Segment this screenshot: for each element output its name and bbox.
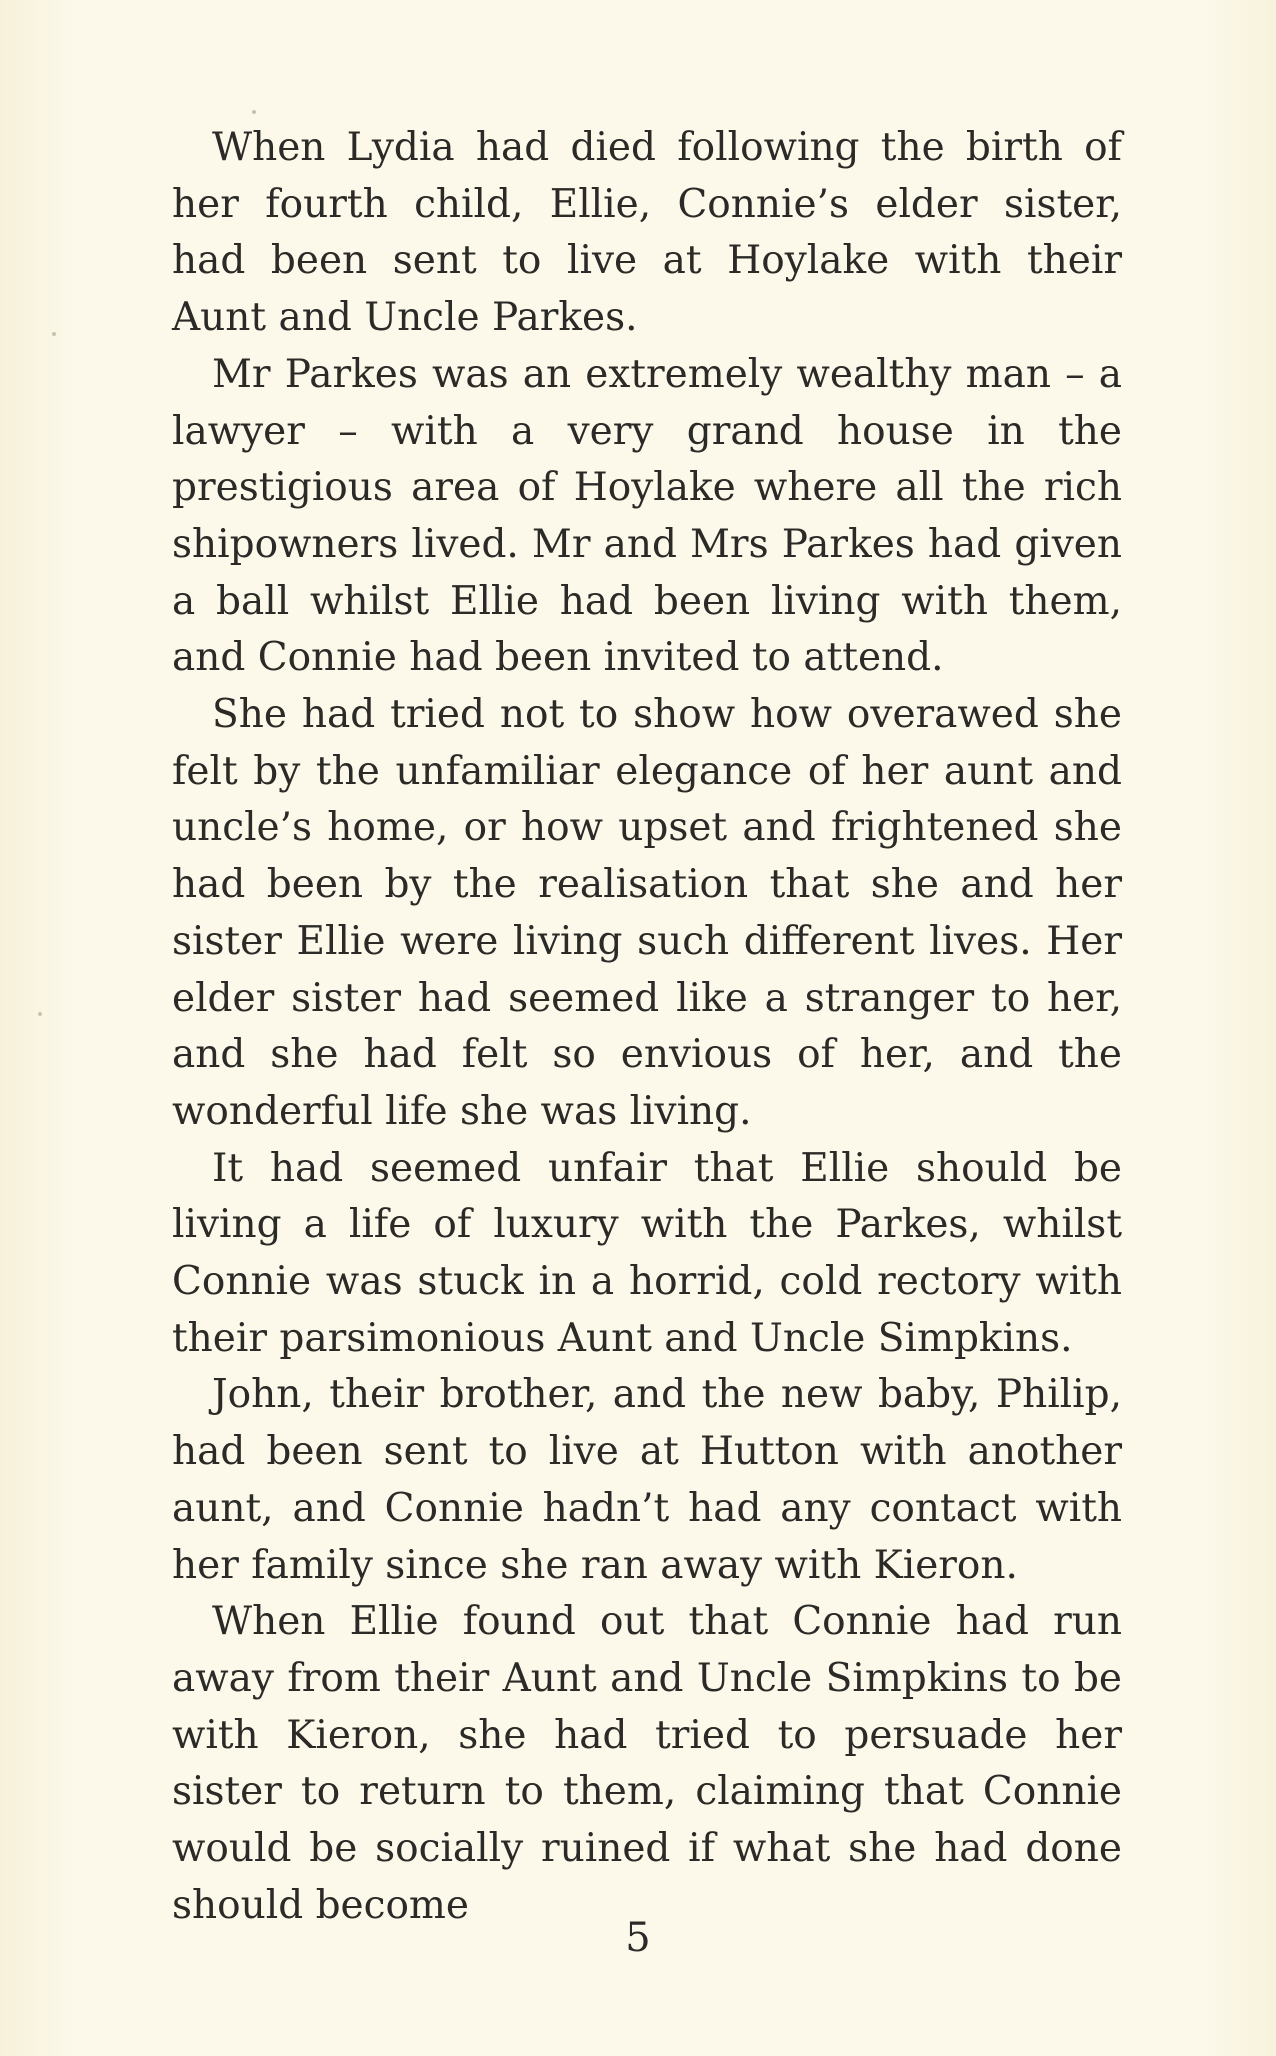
paragraph: When Lydia had died following the birth of her fourth child, Ellie, Connie’s elder sister, had been sent to live at Hoylake with their Aunt and Uncle Parkes. [172,125,1122,341]
body-text [172,120,1122,1935]
paragraph: When Ellie found out that Connie had run away from their Aunt and Uncle Simpkins to be with Kieron, she had tried to persuade her sister to return to them, claiming that Connie would be socially ruined if what she had done should become [172,1599,1122,1928]
page-number: 5 [625,1915,651,1961]
paper-speck [38,1012,42,1016]
paragraph: She had tried not to show how overawed she felt by the unfamiliar elegance of her aunt and uncle’s home, or how upset and frightened she had been by the realisation that she and her sister Ellie were living such different lives. Her elder sister had seemed like a stranger to her, and she had felt so envious of her, and the wonderful life she was living. [172,692,1122,1134]
paragraph: John, their brother, and the new baby, Philip, had been sent to live at Hutton with another aunt, and Connie hadn’t had any contact with her family since she ran away with Kieron. [172,1372,1122,1588]
paragraph: It had seemed unfair that Ellie should be living a life of luxury with the Parkes, whilst Connie was stuck in a horrid, cold rectory with their parsimonious Aunt and Uncle Simpkins. [172,1145,1122,1361]
paper-speck [252,110,256,114]
paragraph: Mr Parkes was an extremely wealthy man – a lawyer – with a very grand house in the prestigious area of Hoylake where all the rich shipowners lived. Mr and Mrs Parkes had given a ball whilst Ellie had been living with them, and Connie had been invited to attend. [172,351,1122,681]
paper-speck [52,332,56,336]
